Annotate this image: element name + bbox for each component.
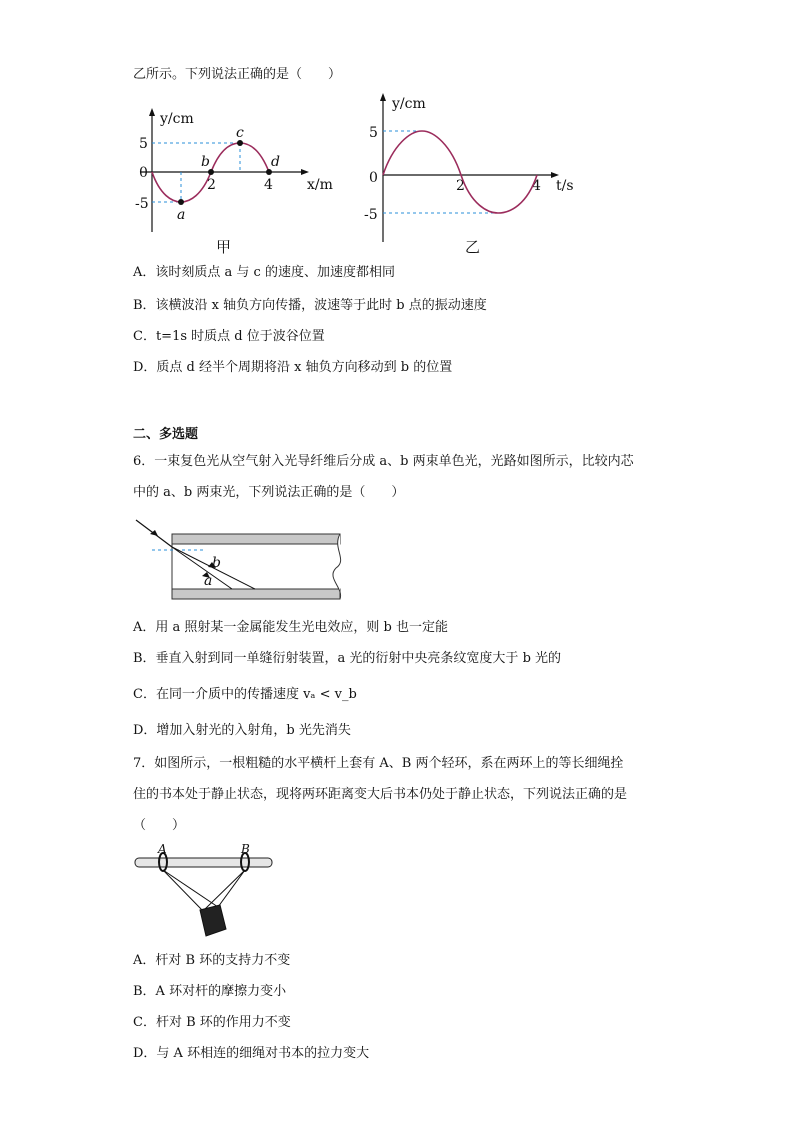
yi-ylabel: y/cm: [392, 96, 426, 112]
jia-xlabel: x/m: [307, 177, 333, 193]
yi-x-tick-4: 4: [532, 178, 541, 194]
jia-label-b: b: [201, 154, 210, 170]
ring-label-A: A: [158, 842, 167, 856]
yi-y-neg: -5: [364, 207, 378, 223]
q7-option-d: D．与 A 环相连的细绳对书本的拉力变大: [133, 1046, 370, 1061]
jia-x-tick-2: 2: [207, 177, 216, 193]
q5-intro: 乙所示。下列说法正确的是（ ）: [133, 67, 342, 82]
ring-label-B: B: [241, 842, 250, 856]
book: [200, 905, 226, 936]
q6-option-c: C．在同一介质中的传播速度 vₐ < v_b: [133, 687, 357, 702]
q7-option-a: A．杆对 B 环的支持力不变: [133, 953, 291, 968]
q5-option-d: D．质点 d 经半个周期将沿 x 轴负方向移动到 b 的位置: [133, 360, 453, 375]
jia-label-a: a: [177, 207, 186, 223]
yi-caption: 乙: [465, 238, 481, 256]
fiber-label-b: b: [212, 555, 221, 571]
jia-y-pos: 5: [139, 136, 148, 152]
fiber-label-a: a: [204, 573, 213, 589]
q7-option-c: C．杆对 B 环的作用力不变: [133, 1015, 291, 1030]
yi-y-pos: 5: [369, 125, 378, 141]
q6-option-d: D．增加入射光的入射角，b 光先消失: [133, 723, 351, 738]
yi-y-zero: 0: [369, 170, 378, 186]
q5-option-c: C．t=1s 时质点 d 位于波谷位置: [133, 329, 325, 344]
q7-stem-line3: （ ）: [133, 818, 186, 833]
q6-option-b: B．垂直入射到同一单缝衍射装置，a 光的衍射中央亮条纹宽度大于 b 光的: [133, 651, 562, 666]
q6-option-a: A．用 a 照射某一金属能发生光电效应，则 b 也一定能: [133, 620, 448, 635]
jia-x-tick-4: 4: [264, 177, 273, 193]
q7-stem-line2: 住的书本处于静止状态，现将两环距离变大后书本仍处于静止状态，下列说法正确的是: [133, 787, 628, 802]
jia-caption: 甲: [216, 238, 232, 256]
jia-ylabel: y/cm: [160, 111, 194, 127]
q7-stem-line1: 7．如图所示，一根粗糙的水平横杆上套有 A、B 两个轻环，系在两环上的等长细绳拴: [133, 756, 624, 771]
jia-label-c: c: [236, 125, 244, 141]
section-title: 二、多选题: [133, 427, 199, 442]
yi-x-tick-2: 2: [456, 178, 465, 194]
q6-stem-line2: 中的 a、b 两束光，下列说法正确的是（ ）: [133, 485, 405, 500]
q7-option-b: B．A 环对杆的摩擦力变小: [133, 984, 287, 999]
jia-y-neg: -5: [135, 196, 149, 212]
q5-option-b: B．该横波沿 x 轴负方向传播，波速等于此时 b 点的振动速度: [133, 298, 487, 313]
yi-xlabel: t/s: [556, 178, 574, 194]
jia-label-d: d: [271, 154, 280, 170]
q6-stem-line1: 6．一束复色光从空气射入光导纤维后分成 a、b 两束单色光，光路如图所示，比较内芯: [133, 454, 634, 469]
jia-y-zero: 0: [139, 165, 148, 181]
q5-option-a: A．该时刻质点 a 与 c 的速度、加速度都相同: [133, 265, 395, 280]
